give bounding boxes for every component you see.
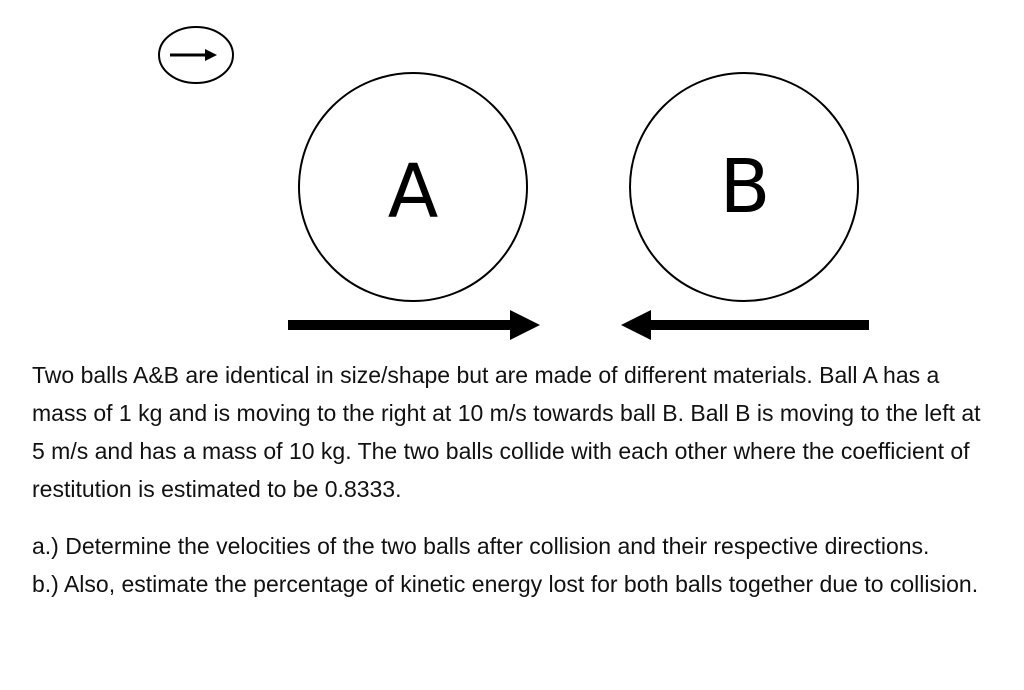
- right-arrow-icon: [170, 49, 217, 61]
- question-a: a.) Determine the velocities of the two balls after collision and their respective directions.: [32, 533, 930, 559]
- positive-direction-indicator: [159, 27, 233, 83]
- ball-a-label: A: [387, 149, 439, 235]
- ball-b-velocity-arrow: [621, 310, 869, 340]
- ball-a: [299, 73, 527, 301]
- question-b: b.) Also, estimate the percentage of kinetic energy lost for both balls together due to collision.: [32, 571, 979, 597]
- problem-statement: [32, 356, 992, 603]
- ball-a-velocity-arrow: [288, 310, 540, 340]
- ball-b-label: B: [719, 144, 771, 230]
- ball-b: [630, 73, 858, 301]
- problem-intro: Two balls A&B are identical in size/shape but are made of different materials. Ball A has a mass of 1 kg and is moving to the right at 10 m/s towards ball B. Ball B is moving to the left at 5 m/s and has a mass of 10 kg. The two balls collide with each other where the coefficient of restitution is estimated to be 0.8333.: [32, 362, 981, 502]
